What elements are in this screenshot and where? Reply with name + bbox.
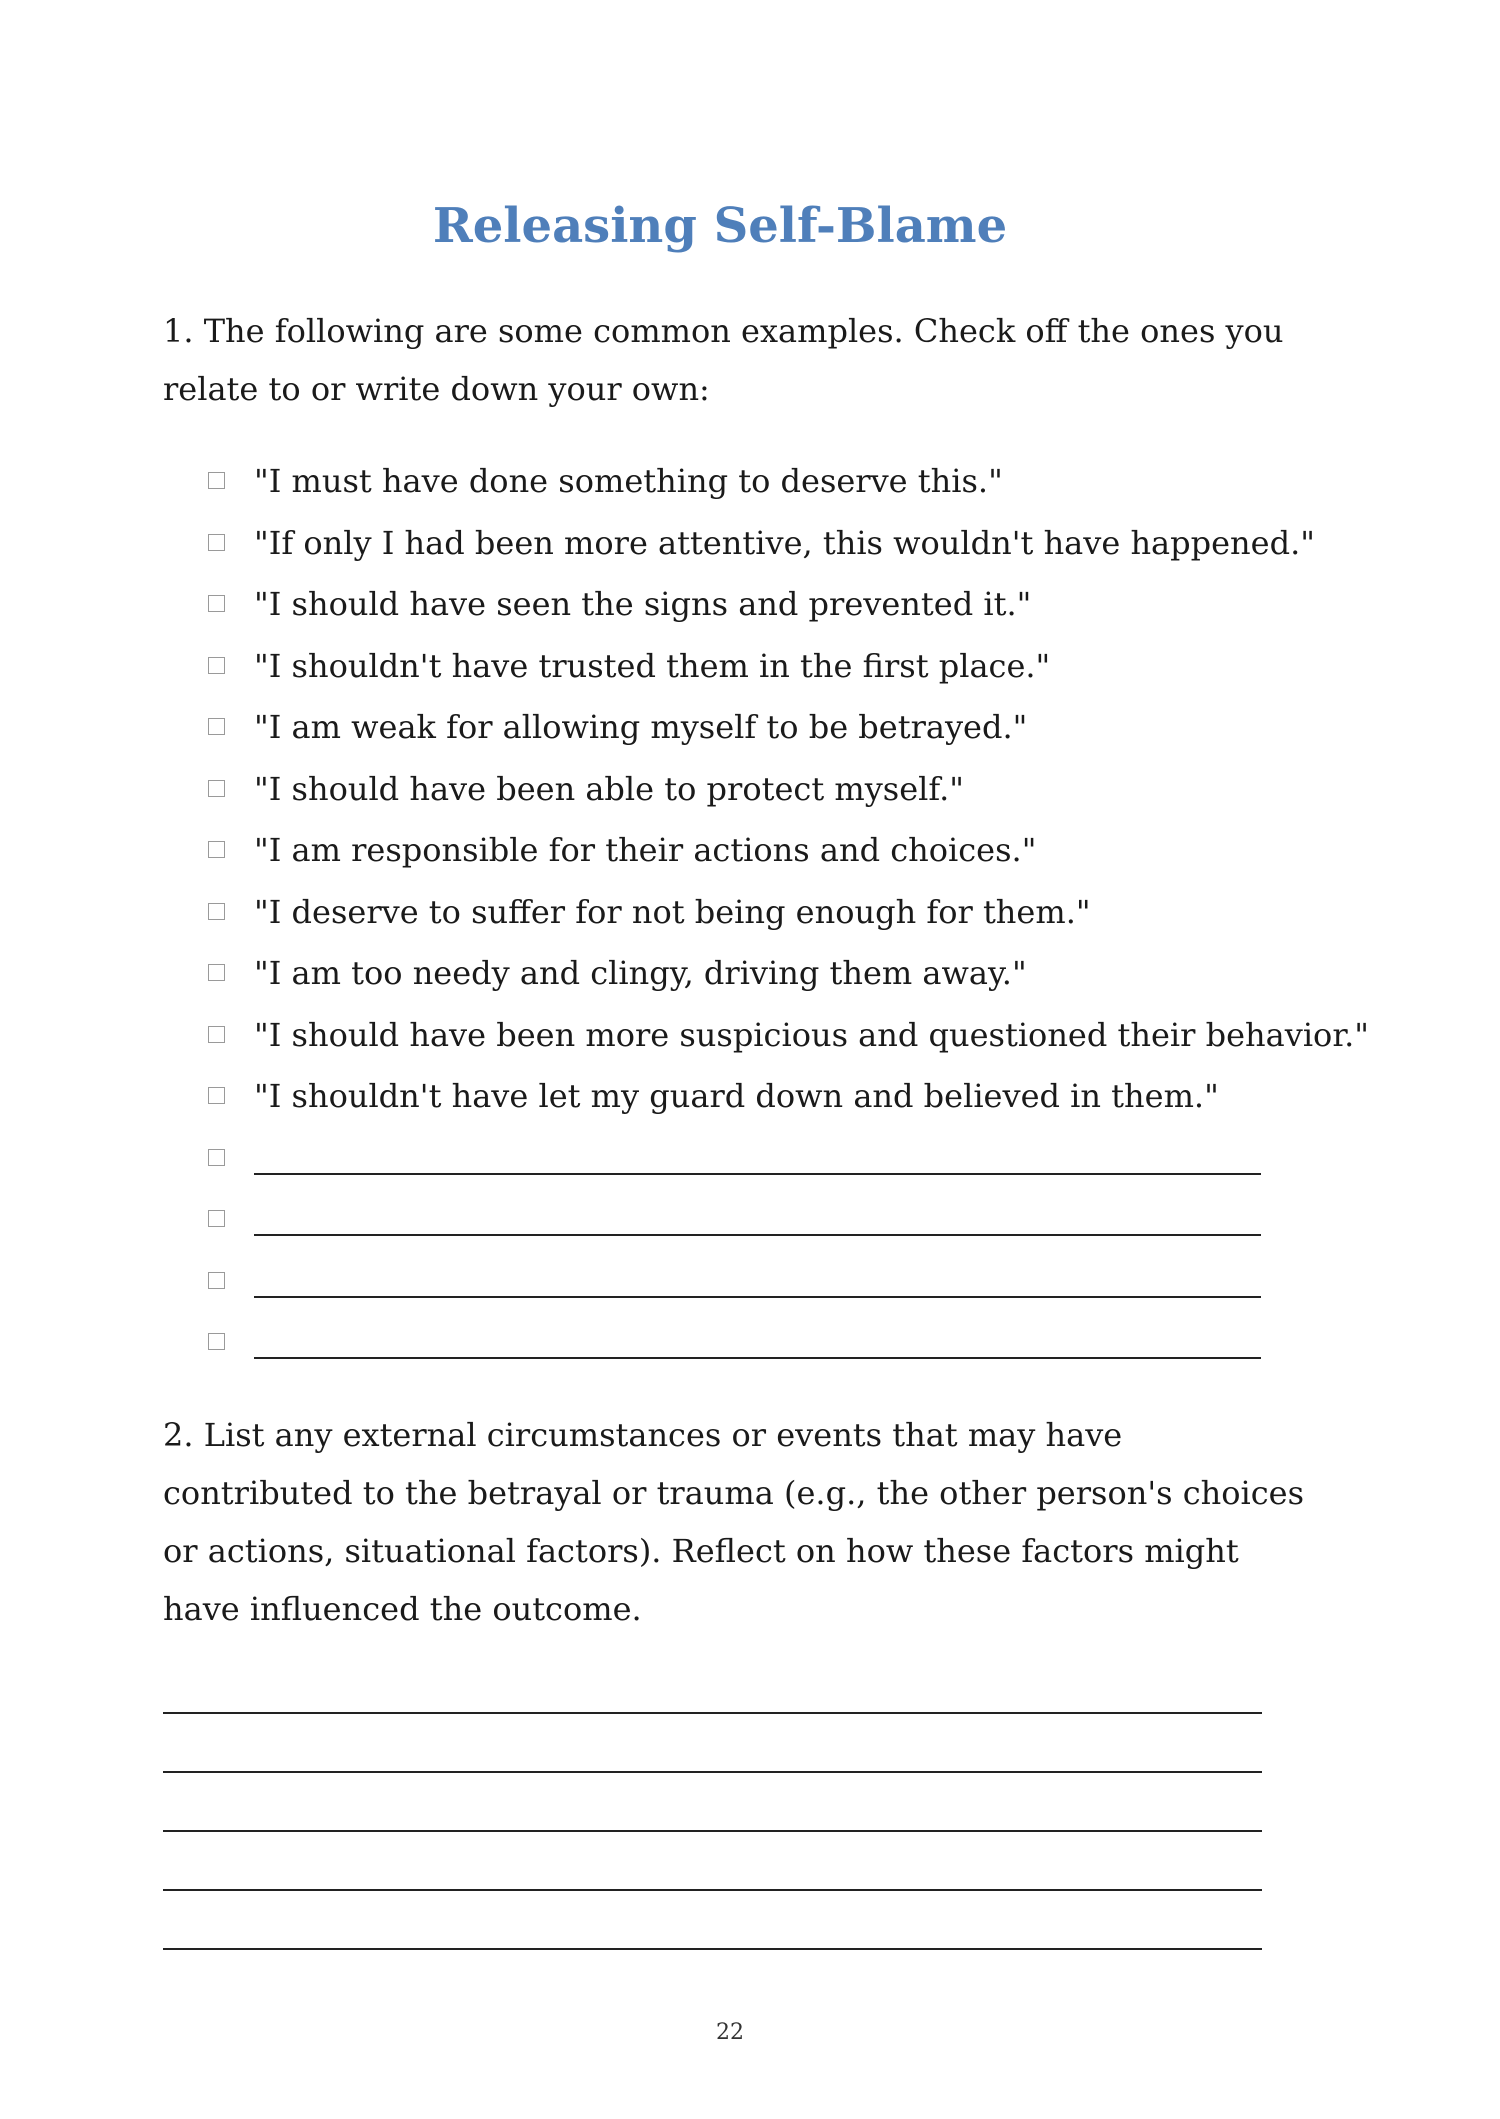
checkbox[interactable] — [208, 472, 225, 489]
checklist-item-text: "I am too needy and clingy, driving them away." — [254, 954, 1027, 992]
checkbox[interactable] — [208, 1026, 225, 1043]
checkbox[interactable] — [208, 657, 225, 674]
answer-lines — [163, 1712, 1263, 1950]
checklist-item-text: "I should have seen the signs and prevented it." — [254, 585, 1032, 623]
checklist-item-text: "I am weak for allowing myself to be betrayed." — [254, 708, 1028, 746]
checkbox[interactable] — [208, 1272, 225, 1289]
checklist-item-text: "I am responsible for their actions and choices." — [254, 831, 1037, 869]
write-in-line[interactable] — [254, 1173, 1261, 1175]
write-in-line[interactable] — [254, 1357, 1261, 1359]
checkbox[interactable] — [208, 1210, 225, 1227]
answer-line[interactable] — [163, 1773, 1262, 1832]
checkbox[interactable] — [208, 841, 225, 858]
answer-line[interactable] — [163, 1714, 1262, 1773]
checkbox[interactable] — [208, 1333, 225, 1350]
checklist-item-text: "I shouldn't have let my guard down and believed in them." — [254, 1077, 1219, 1115]
write-in-line[interactable] — [254, 1234, 1261, 1236]
question-1-prompt: 1. The following are some common examples. Check off the ones you relate to or write down your own: — [163, 312, 1284, 408]
checklist-item-text: "I should have been able to protect myself." — [254, 769, 964, 808]
checkbox[interactable] — [208, 534, 225, 551]
checklist-item-text: "I deserve to suffer for not being enough for them." — [254, 892, 1091, 931]
question-2-prompt: 2. List any external circumstances or events that may have contributed to the betrayal or trauma (e.g., the other person's choices or actions, situational factors). Reflect on how these factors might have influenced the outcome. — [163, 1416, 1305, 1628]
checklist-item-text: "I should have been more suspicious and questioned their behavior." — [254, 1015, 1369, 1054]
page-number: 22 — [716, 2020, 744, 2045]
checkbox[interactable] — [208, 780, 225, 797]
write-in-line[interactable] — [254, 1296, 1261, 1298]
checkbox[interactable] — [208, 1149, 225, 1166]
checklist-item-text: "I shouldn't have trusted them in the first place." — [254, 646, 1051, 685]
checklist-item-text: "If only I had been more attentive, this wouldn't have happened." — [254, 523, 1315, 562]
page-title: Releasing Self-Blame — [432, 198, 1008, 254]
answer-line[interactable] — [163, 1891, 1262, 1950]
checkbox[interactable] — [208, 964, 225, 981]
checkbox[interactable] — [208, 903, 225, 920]
checkbox[interactable] — [208, 595, 225, 612]
checkbox[interactable] — [208, 718, 225, 735]
checklist-item-text: "I must have done something to deserve this." — [254, 462, 1003, 500]
checkbox[interactable] — [208, 1087, 225, 1104]
answer-line[interactable] — [163, 1832, 1262, 1891]
